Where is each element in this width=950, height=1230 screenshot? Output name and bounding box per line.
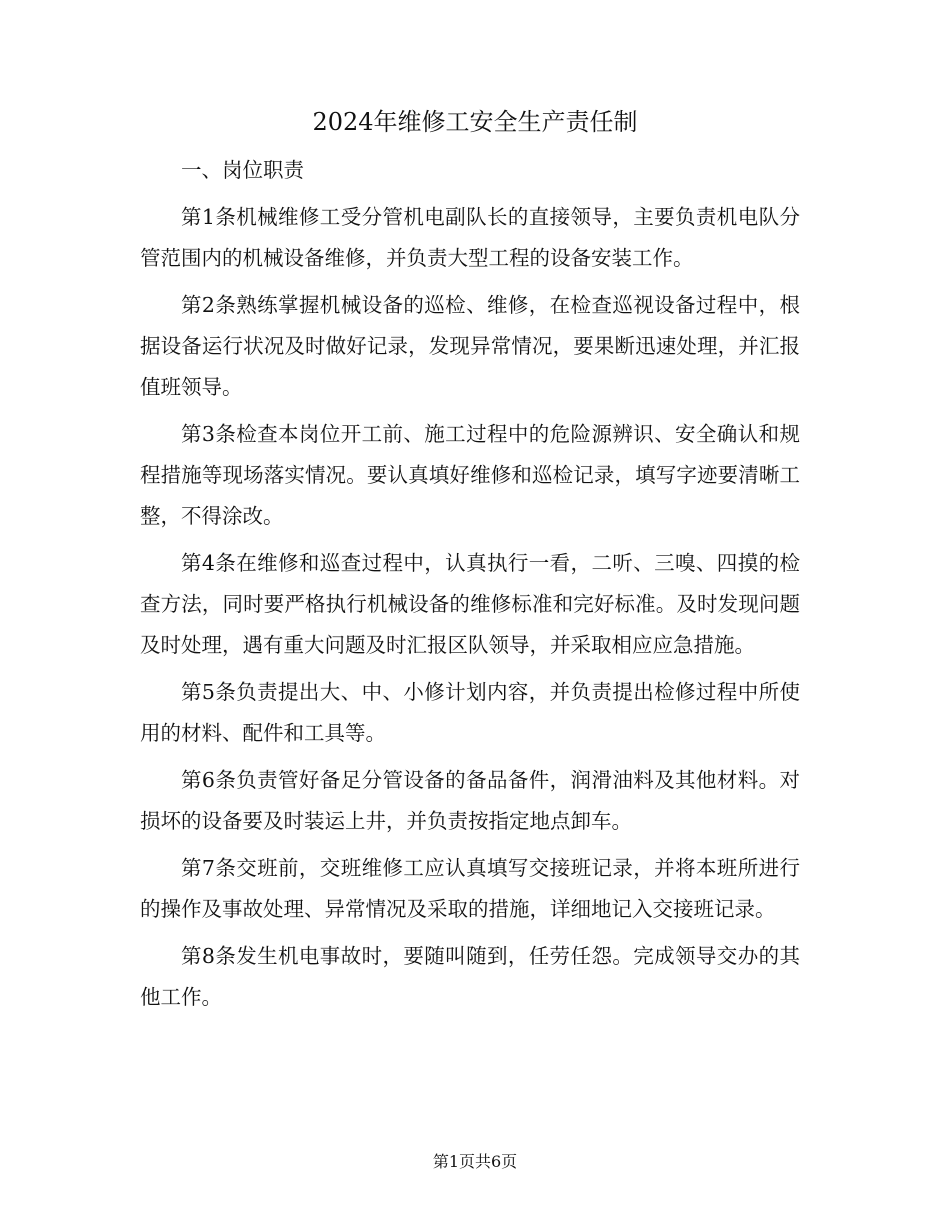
article-paragraph-7: 第7条交班前，交班维修工应认真填写交接班记录，并将本班所进行的操作及事故处理、异常情况及采取的措施，详细地记入交接班记录。	[140, 856, 800, 921]
article-paragraph-5: 第5条负责提出大、中、小修计划内容，并负责提出检修过程中所使用的材料、配件和工具等。	[140, 680, 800, 745]
article-paragraph-1: 第1条机械维修工受分管机电副队长的直接领导，主要负责机电队分管范围内的机械设备维修，并负责大型工程的设备安装工作。	[140, 205, 800, 270]
article-paragraph-2: 第2条熟练掌握机械设备的巡检、维修，在检查巡视设备过程中，根据设备运行状况及时做好记录，发现异常情况，要果断迅速处理，并汇报值班领导。	[140, 293, 800, 399]
document-title: 2024年维修工安全生产责任制	[312, 108, 638, 136]
article-paragraph-3: 第3条检查本岗位开工前、施工过程中的危险源辨识、安全确认和规程措施等现场落实情况。要认真填好维修和巡检记录，填写字迹要清晰工整，不得涂改。	[140, 422, 800, 528]
document-body	[140, 150, 800, 1024]
article-paragraph-4: 第4条在维修和巡查过程中，认真执行一看，二听、三嗅、四摸的检查方法，同时要严格执行机械设备的维修标准和完好标准。及时发现问题及时处理，遇有重大问题及时汇报区队领导，并采取相应应急措施。	[140, 551, 800, 657]
section-heading: 一、岗位职责	[181, 158, 304, 182]
page-number-footer: 第1页共6页	[432, 1152, 518, 1171]
article-paragraph-8: 第8条发生机电事故时，要随叫随到，任劳任怨。完成领导交办的其他工作。	[140, 944, 800, 1009]
article-paragraph-6: 第6条负责管好备足分管设备的备品备件，润滑油料及其他材料。对损坏的设备要及时装运上井，并负责按指定地点卸车。	[140, 768, 800, 833]
